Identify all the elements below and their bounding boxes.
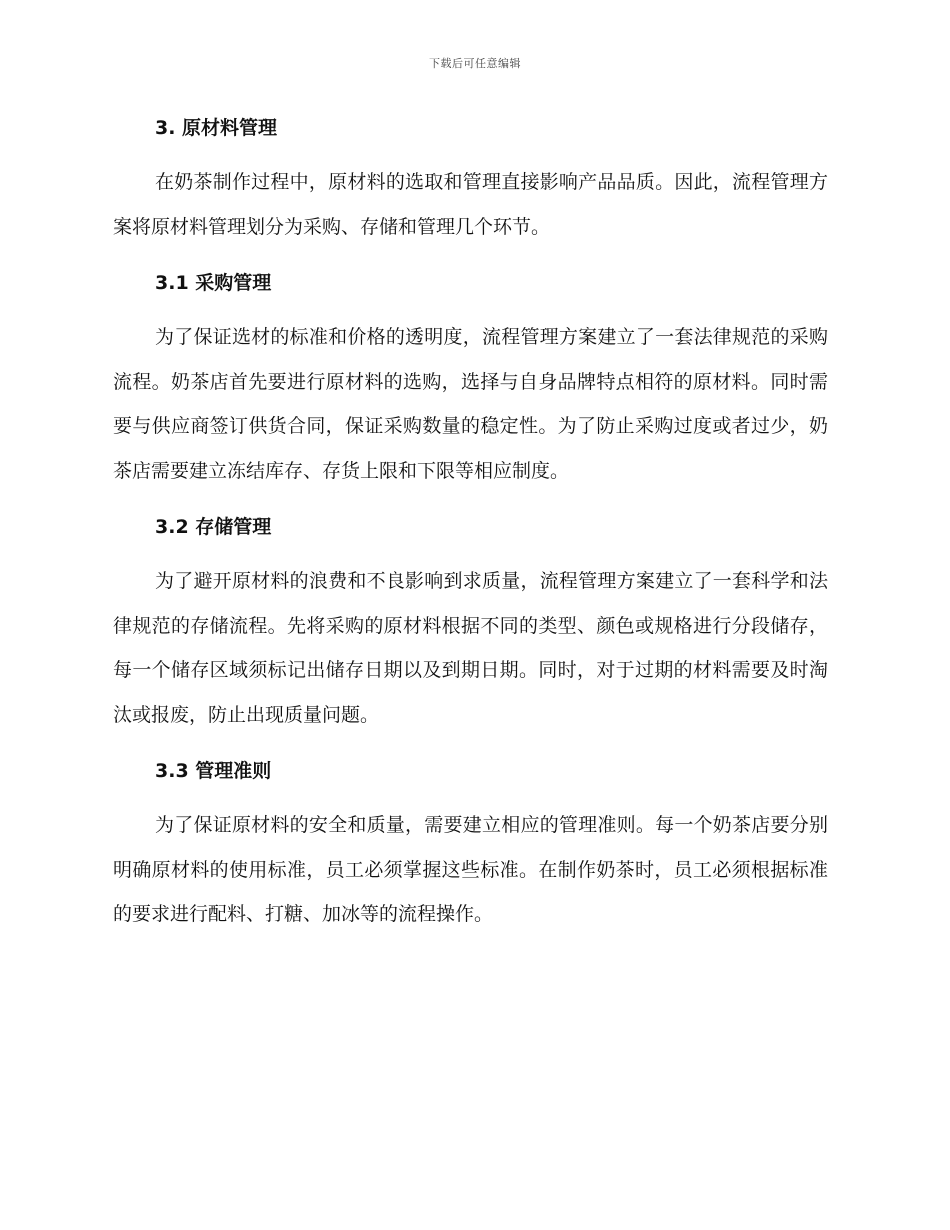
section-paragraph-3: 在奶茶制作过程中，原材料的选取和管理直接影响产品品质。因此，流程管理方案将原材料管理划分为采购、存储和管理几个环节。 (113, 171, 828, 238)
section-paragraph-3-2: 为了避开原材料的浪费和不良影响到求质量，流程管理方案建立了一套科学和法律规范的存储流程。先将采购的原材料根据不同的类型、颜色或规格进行分段储存，每一个储存区域须标记出储存日期以及到期日期。同时，对于过期的材料需要及时淘汰或报废，防止出现质量问题。 (113, 570, 828, 726)
section-paragraph-3-1: 为了保证选材的标准和价格的透明度，流程管理方案建立了一套法律规范的采购流程。奶茶店首先要进行原材料的选购，选择与自身品牌特点相符的原材料。同时需要与供应商签订供货合同，保证采购数量的稳定性。为了防止采购过度或者过少，奶茶店需要建立冻结库存、存货上限和下限等相应制度。 (113, 326, 828, 482)
section-heading-3-1: 3.1 采购管理 (155, 272, 272, 294)
section-heading-3-2: 3.2 存储管理 (155, 516, 272, 538)
page-header: 下载后可任意编辑 (429, 57, 521, 70)
document-body (113, 110, 828, 937)
section-heading-3-3: 3.3 管理准则 (155, 760, 272, 782)
section-paragraph-3-3: 为了保证原材料的安全和质量，需要建立相应的管理准则。每一个奶茶店要分别明确原材料的使用标准，员工必须掌握这些标准。在制作奶茶时，员工必须根据标准的要求进行配料、打糖、加冰等的流程操作。 (113, 814, 828, 925)
section-heading-3: 3. 原材料管理 (155, 117, 278, 139)
